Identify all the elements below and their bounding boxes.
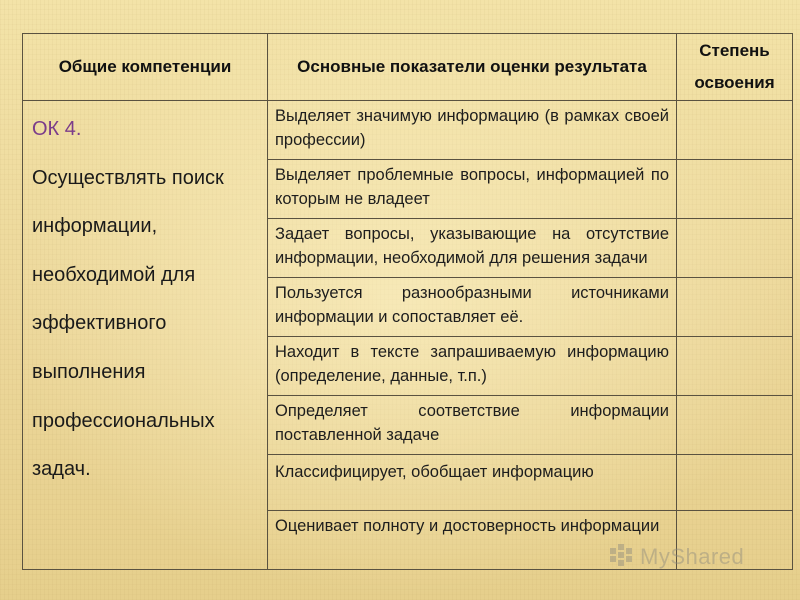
indicator-cell: Пользуется разнообразными источниками информации и сопоставляет её. xyxy=(268,278,677,337)
table-row xyxy=(23,101,793,160)
competence-cell xyxy=(23,101,268,570)
indicator-cell: Классифицирует, обобщает информацию xyxy=(268,455,677,511)
indicator-cell: Находит в тексте запрашиваемую информацию (определение, данные, т.п.) xyxy=(268,337,677,396)
table-header-row xyxy=(23,34,793,101)
header-competence: Общие компетенции xyxy=(23,34,268,101)
watermark-text: MyShared xyxy=(640,544,745,569)
degree-cell xyxy=(677,278,793,337)
degree-cell xyxy=(677,455,793,511)
indicator-cell: Оценивает полноту и достоверность информации xyxy=(268,511,677,570)
watermark-logo-icon xyxy=(606,542,640,572)
competence-description: Осуществлять поиск информации, необходимой для эффективного выполнения профессиональных задач. xyxy=(32,166,224,481)
degree-cell xyxy=(677,396,793,455)
indicator-cell: Выделяет значимую информацию (в рамках своей профессии) xyxy=(268,101,677,160)
degree-cell xyxy=(677,337,793,396)
competence-code: ОК 4. xyxy=(32,118,82,140)
degree-cell xyxy=(677,101,793,160)
header-indicators: Основные показатели оценки результата xyxy=(268,34,677,101)
degree-cell xyxy=(677,160,793,219)
header-degree: Степень освоения xyxy=(677,34,793,101)
indicator-cell: Задает вопросы, указывающие на отсутствие информации, необходимой для решения задачи xyxy=(268,219,677,278)
indicator-cell: Определяет соответствие информации поставленной задаче xyxy=(268,396,677,455)
indicator-cell: Выделяет проблемные вопросы, информацией по которым не владеет xyxy=(268,160,677,219)
competence-assessment-table xyxy=(22,33,793,570)
watermark xyxy=(606,540,766,574)
degree-cell xyxy=(677,219,793,278)
